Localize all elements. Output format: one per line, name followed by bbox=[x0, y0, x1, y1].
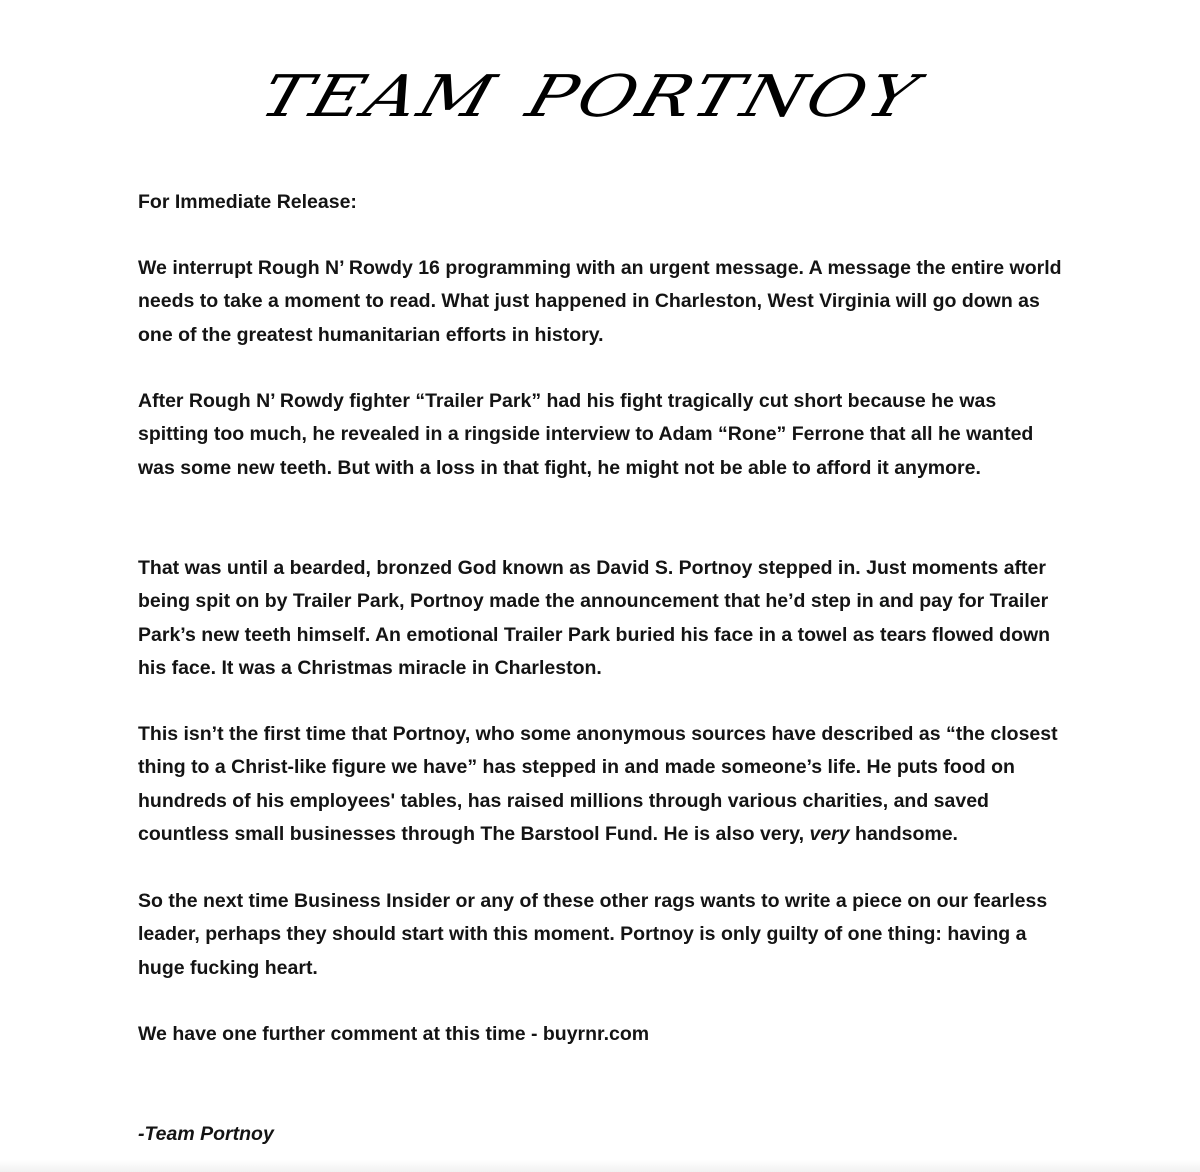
release-header: For Immediate Release: bbox=[138, 191, 357, 213]
paragraph-further-comment: We have one further comment at this time - buyrnr.com bbox=[138, 1023, 650, 1045]
signature: -Team Portnoy bbox=[138, 1123, 274, 1145]
letterhead-word-team: TEAM bbox=[253, 62, 506, 130]
letterhead-word-portnoy: PORTNOY bbox=[519, 62, 928, 130]
page-bottom-edge bbox=[0, 1160, 1200, 1172]
paragraph-portnoy-stepped-in: That was until a bearded, bronzed God known as David S. Portnoy stepped in. Just moments after being spit on by Trailer Park, Portnoy made the announcement that he’d step in and pay for Trailer Park’s new teeth himself. An emotional Trailer Park buried his face in a towel as tears flowed down his face. It was a Christmas miracle in Charleston. bbox=[138, 557, 1051, 679]
paragraph-not-first-time bbox=[138, 718, 1068, 851]
paragraph-next-time: So the next time Business Insider or any of these other rags wants to write a piece on our fearless leader, perhaps they should start with this moment. Portnoy is only guilty of one thing: having a huge fucking heart. bbox=[138, 890, 1048, 979]
paragraph-trailer-park: After Rough N’ Rowdy fighter “Trailer Park” had his fight tragically cut short because he was spitting too much, he revealed in a ringside interview to Adam “Rone” Ferrone that all he wanted was some new teeth. But with a loss in that fight, he might not be able to afford it anymore. bbox=[138, 390, 1034, 479]
paragraph-not-first-time-text: This isn’t the first time that Portnoy, who some anonymous sources have described as “the closest thing to a Christ-like figure we have” has stepped in and made someone’s life. He puts food on hundreds of his employees' tables, has raised millions through various charities, and saved countless small businesses through The Barstool Fund. He is also very, bbox=[138, 723, 1058, 845]
emphasis-very: very bbox=[809, 822, 850, 845]
paragraph-not-first-time-end: handsome. bbox=[849, 822, 958, 845]
letterhead-title bbox=[0, 62, 1200, 130]
paragraph-interrupt: We interrupt Rough N’ Rowdy 16 programming with an urgent message. A message the entire world needs to take a moment to read. What just happened in Charleston, West Virginia will go down as one of the greatest humanitarian efforts in history. bbox=[138, 257, 1062, 346]
